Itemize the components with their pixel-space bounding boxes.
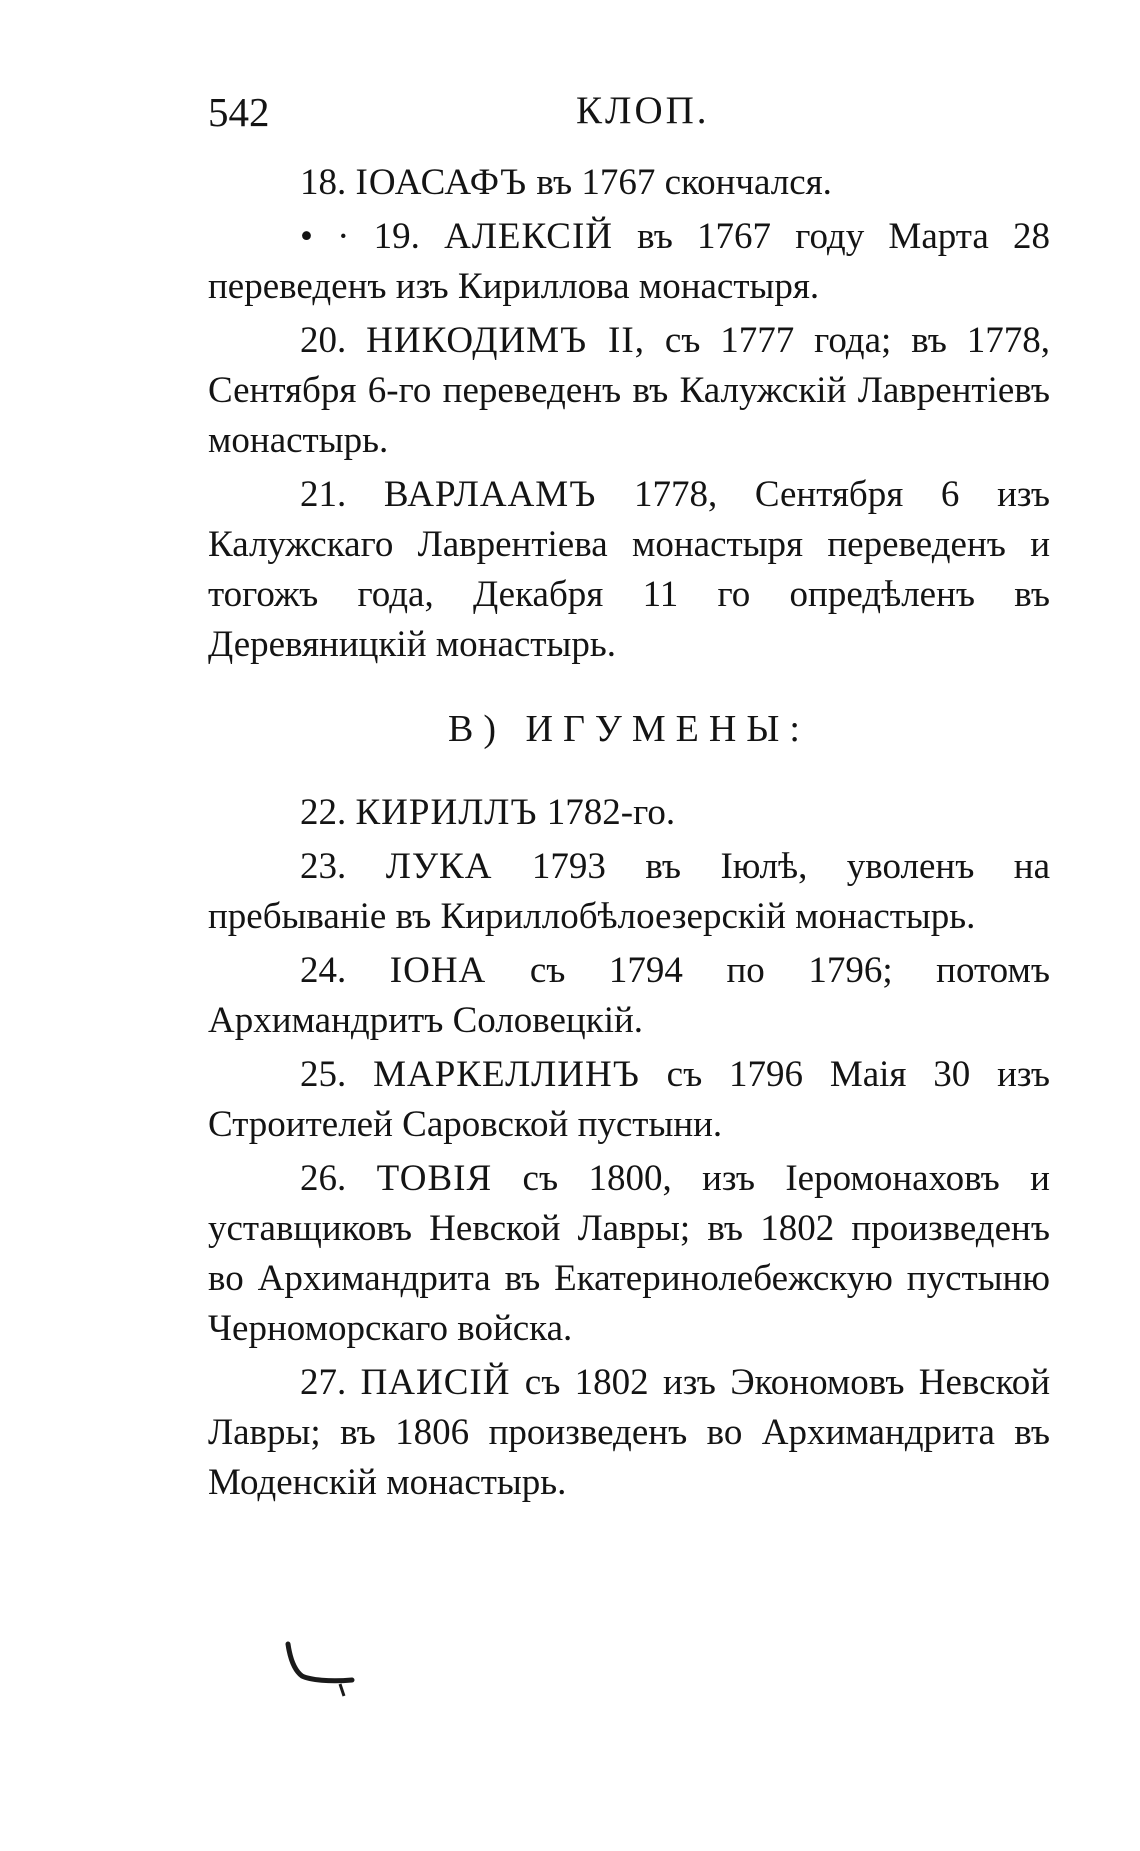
entry-name: ЛУКА — [385, 846, 493, 887]
entry-name: ТОВІЯ — [376, 1158, 493, 1199]
entry-25: 25. МАРКЕЛЛИНЪ съ 1796 Маія 30 изъ Строителей Саровской пустыни. — [208, 1054, 1051, 1145]
entry-name: АЛЕКСІЙ — [444, 216, 613, 257]
entries-hegumens — [208, 788, 1050, 1508]
entry-name: НИКОДИМЪ II, — [366, 320, 645, 361]
entry-text: съ 1794 по 1796; потомъ Архимандритъ Соловецкій. — [208, 950, 1050, 1041]
entry-20: 20. НИКОДИМЪ II, съ 1777 года; въ 1778, Сентября 6-го переведенъ въ Калужскій Лаврентіевъ монастырь. — [208, 320, 1051, 461]
entry-name: ПАИСІЙ — [360, 1362, 511, 1403]
entry-text: въ 1767 году Марта 28 переведенъ изъ Кириллова монастыря. — [208, 216, 1050, 307]
entry-name: ВАРЛААМЪ — [383, 474, 597, 515]
entry-21: 21. ВАРЛААМЪ 1778, Сентября 6 изъ Калужскаго Лаврентіева монастыря переведенъ и тогожъ года, Декабря 11 го опредѣленъ въ Деревяницкій монастырь. — [208, 474, 1050, 665]
entry-18: 18. ІОАСАФЪ въ 1767 скончался. — [300, 162, 832, 203]
entries-archimandrites — [208, 158, 1050, 670]
entry-19: • · 19. АЛЕКСІЙ въ 1767 году Марта 28 переведенъ изъ Кириллова монастыря. — [208, 216, 1050, 307]
entry-text: съ 1802 изъ Экономовъ Невской Лавры; въ 1806 произведенъ во Архимандрита въ Моденскій монастырь. — [208, 1362, 1050, 1503]
entry-24: 24. ІОНА съ 1794 по 1796; потомъ Архимандритъ Соловецкій. — [208, 950, 1050, 1041]
entry-27: 27. ПАИСІЙ съ 1802 изъ Экономовъ Невской Лавры; въ 1806 произведенъ во Архимандрита въ Моденскій монастырь. — [208, 1362, 1050, 1503]
page-number: 542 — [208, 89, 270, 135]
book-page — [208, 88, 1050, 1508]
section-title: В) ИГУМЕНЫ: — [448, 708, 810, 750]
running-head: КЛОП. — [576, 89, 710, 132]
entry-22: 22. КИРИЛЛЪ 1782-го. — [300, 792, 676, 833]
page-header — [208, 88, 1050, 148]
ink-mark-decoration — [280, 1640, 370, 1700]
entry-name: МАРКЕЛЛИНЪ — [373, 1054, 640, 1095]
entry-text: съ 1796 Маія 30 изъ Строителей Саровской пустыни. — [208, 1054, 1051, 1145]
entry-26: 26. ТОВІЯ съ 1800, изъ Іеромонаховъ и уставщиковъ Невской Лавры; въ 1802 произведенъ во Архимандрита въ Екатеринолебежскую пустыню Черноморскаго войска. — [208, 1158, 1050, 1349]
entry-text: въ 1767 скончался. — [527, 162, 832, 203]
entry-text: 1778, Сентября 6 изъ Калужскаго Лаврентіева монастыря переведенъ и тогожъ года, Декабря 11 го опредѣленъ въ Деревяницкій монастырь. — [208, 474, 1050, 665]
entry-name: ІОНА — [389, 950, 487, 991]
entry-text: съ 1777 года; въ 1778, Сентября 6-го переведенъ въ Калужскій Лаврентіевъ монастырь. — [208, 320, 1051, 461]
entry-text: съ 1800, изъ Іеромонаховъ и уставщиковъ Невской Лавры; въ 1802 произведенъ во Архимандрита въ Екатеринолебежскую пустыню Черноморскаго войска. — [208, 1158, 1050, 1349]
entry-text: 1782-го. — [537, 792, 676, 833]
entry-23: 23. ЛУКА 1793 въ Іюлѣ, уволенъ на пребываніе въ Кириллобѣлоезерскій монастырь. — [208, 846, 1050, 937]
entry-name: ІОАСАФЪ — [355, 162, 528, 203]
entry-text: 1793 въ Іюлѣ, уволенъ на пребываніе въ Кириллобѣлоезерскій монастырь. — [208, 846, 1050, 937]
entry-name: КИРИЛЛЪ — [355, 792, 538, 833]
